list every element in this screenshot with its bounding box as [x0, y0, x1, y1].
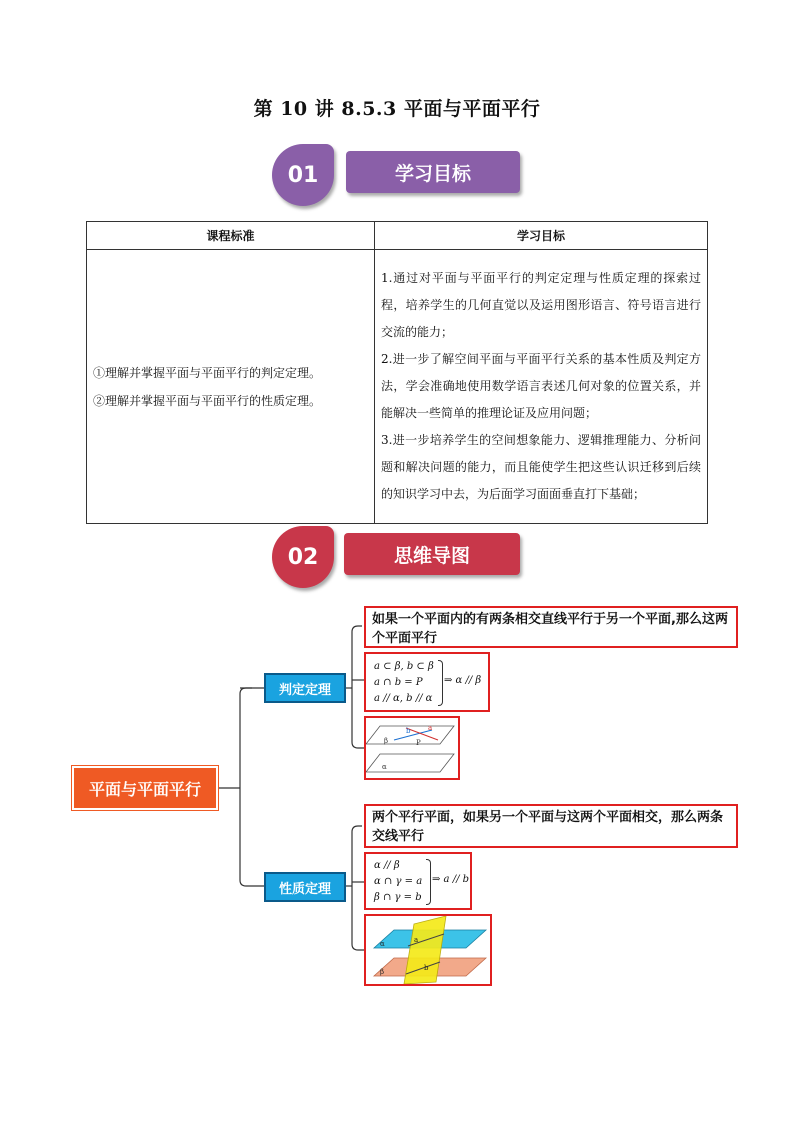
property-formula-box — [364, 852, 472, 910]
section-label: 思维导图 — [393, 544, 470, 567]
standard-item: ①理解并掌握平面与平面平行的判定定理。 — [93, 365, 322, 380]
fig-label-P: P — [416, 739, 421, 747]
col-header-objective: 学习目标 — [375, 222, 708, 250]
branch-label: 性质定理 — [278, 881, 331, 897]
formula-line: a ⊂ β, b ⊂ β — [374, 661, 434, 672]
objective-item: 2.进一步了解空间平面与平面平行关系的基本性质及判定方法，学会准确地使用数学语言表述几何对象的位置关系，并能解决一些简单的推理论证及应用问题； — [381, 352, 701, 420]
fig-label-a: a — [428, 724, 433, 732]
formula-result: ⇒ a // b — [432, 874, 470, 885]
formula-line: α // β — [374, 860, 400, 871]
fig-label-beta: β — [384, 737, 389, 745]
section-label: 学习目标 — [394, 162, 471, 185]
formula-result: ⇒ α // β — [444, 675, 482, 686]
page-title: 第 10 讲 8.5.3 平面与平面平行 — [253, 98, 541, 120]
branch-node-criterion — [264, 673, 346, 703]
fig-label-alpha: α — [380, 940, 385, 948]
formula-lines — [374, 659, 434, 707]
mindmap-root-node — [72, 766, 218, 810]
fig-label-b: b — [406, 727, 411, 735]
property-statement: 两个平行平面，如果另一个平面与这两个平面相交，那么两条交线平行 — [372, 810, 724, 844]
property-diagram — [366, 916, 490, 984]
formula-lines — [374, 858, 422, 906]
criterion-formula-box — [364, 652, 490, 712]
branch-node-property — [264, 872, 346, 902]
formula-brace — [438, 660, 443, 706]
formula-line: α ∩ γ = a — [374, 876, 423, 887]
standard-item: ②理解并掌握平面与平面平行的性质定理。 — [93, 393, 322, 408]
formula-line: a // α, b // α — [374, 693, 433, 704]
section-number-text: 01 — [287, 162, 319, 188]
objective-item: 3.进一步培养学生的空间想象能力、逻辑推理能力、分析问题和解决问题的能力，而且能使学生把这些认识迁移到后续的知识学习中去，为后面学习面面垂直打下基础； — [381, 433, 701, 501]
fig-label-alpha: α — [382, 763, 387, 771]
property-statement-box — [364, 804, 738, 848]
criterion-statement-box — [364, 606, 738, 648]
property-figure-box — [364, 914, 492, 986]
fig-label-a: a — [414, 936, 419, 944]
criterion-statement: 如果一个平面内的有两条相交直线平行于另一个平面,那么这两个平面平行 — [372, 612, 728, 646]
root-label: 平面与平面平行 — [88, 779, 201, 799]
criterion-diagram — [366, 718, 458, 778]
objective-item: 1.通过对平面与平面平行的判定定理与性质定理的探索过程，培养学生的几何直觉以及运用图形语言、符号语言进行交流的能力； — [381, 271, 701, 339]
fig-label-b: b — [424, 964, 429, 972]
formula-line: β ∩ γ = b — [374, 892, 422, 903]
formula-line: a ∩ b = P — [374, 677, 423, 688]
criterion-figure-box — [364, 716, 460, 780]
fig-label-beta: β — [380, 968, 385, 976]
col-header-standard: 课程标准 — [87, 222, 375, 250]
section-number-text: 02 — [287, 544, 319, 570]
formula-brace — [426, 859, 431, 905]
branch-label: 判定定理 — [278, 682, 331, 698]
